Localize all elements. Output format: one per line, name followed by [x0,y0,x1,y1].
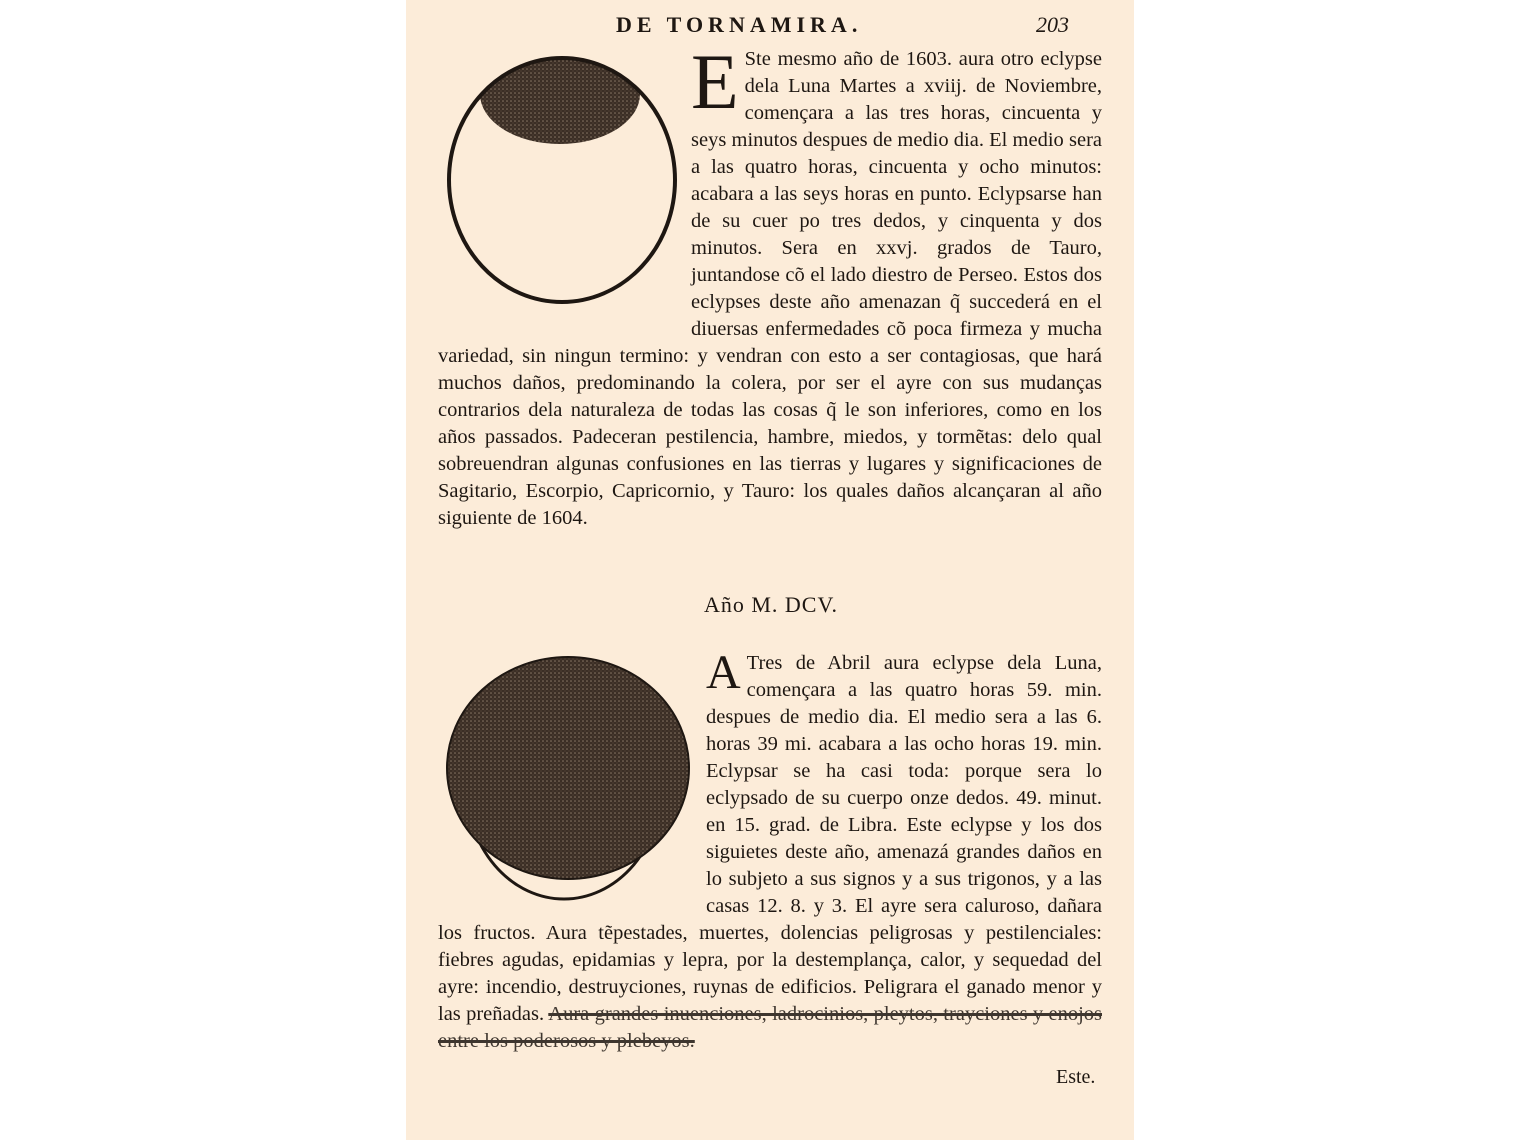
section-heading: Año M. DCV. [703,592,839,617]
paragraph-eclipse-1605 [438,646,1102,1055]
struck-through-text: Aura grandes inuenciones, ladrocinios, pleytos, trayciones y enojos entre los poderosos y plebeyos. [438,1003,1102,1052]
paragraph-eclipse-1603 [438,38,1102,532]
drop-cap: E [691,38,739,125]
catchword: Este. [1056,1066,1096,1088]
running-title: DE TORNAMIRA. [616,12,863,37]
page-number: 203 [1036,12,1069,37]
drop-cap: A [706,646,741,699]
paragraph-text: Tres de Abril aura eclypse dela Luna, començara a las quatro horas 59. min. despues de medio dia. El medio sera a las 6. horas 39 mi. acabara a las ocho horas 19. min. Eclypsar se ha casi toda: porque sera lo eclypsado de su cuerpo onze dedos. 49. minut. en 15. grad. de Libra. Este eclypse y los dos siguietes deste año, amenazá grandes daños en lo subjeto a sus signos y a sus trigonos, y a las casas 12. 8. y 3. El ayre sera caluroso, dañara los fructos. Aura tẽpestades, muertes, dolencias peligrosas y pestilenciales: fiebres agudas, epidamias y lepra, por la destemplança, calor, y sequedad del ayre: incendio, destruyciones, ruynas de edificios. Peligrara el ganado menor y las preñadas. [438,652,1102,1025]
paragraph-text: Ste mesmo año de 1603. aura otro eclypse dela Luna Martes a xviij. de Noviembre, començara a las tres horas, cincuenta y seys minutos despues de medio dia. El medio sera a las quatro horas, cincuenta y ocho minutos: acabara a las seys horas en punto. Eclypsarse han de su cuer po tres dedos, y cinquenta y dos minutos. Sera en xxvj. grados de Tauro, juntandose cõ el lado diestro de Perseo. Estos dos eclypses deste año amenazan q̃ succederá en el diuersas enfermedades cõ poca firmeza y mucha variedad, sin ningun termino: y vendran con esto a ser contagiosas, que hará muchos daños, predominando la colera, por ser el ayre con sus mudanças contrarios dela naturaleza de todas las cosas q̃ le son inferiores, como en los años passados. Padeceran pestilencia, hambre, miedos, y tormẽtas: delo qual sobreuendran algunas confusiones en las tierras y lugares y significaciones de Sagitario, Escorpio, Capricornio, y Tauro: los quales daños alcançaran al año siguiente de 1604. [438,48,1102,529]
book-page [406,0,1134,1140]
